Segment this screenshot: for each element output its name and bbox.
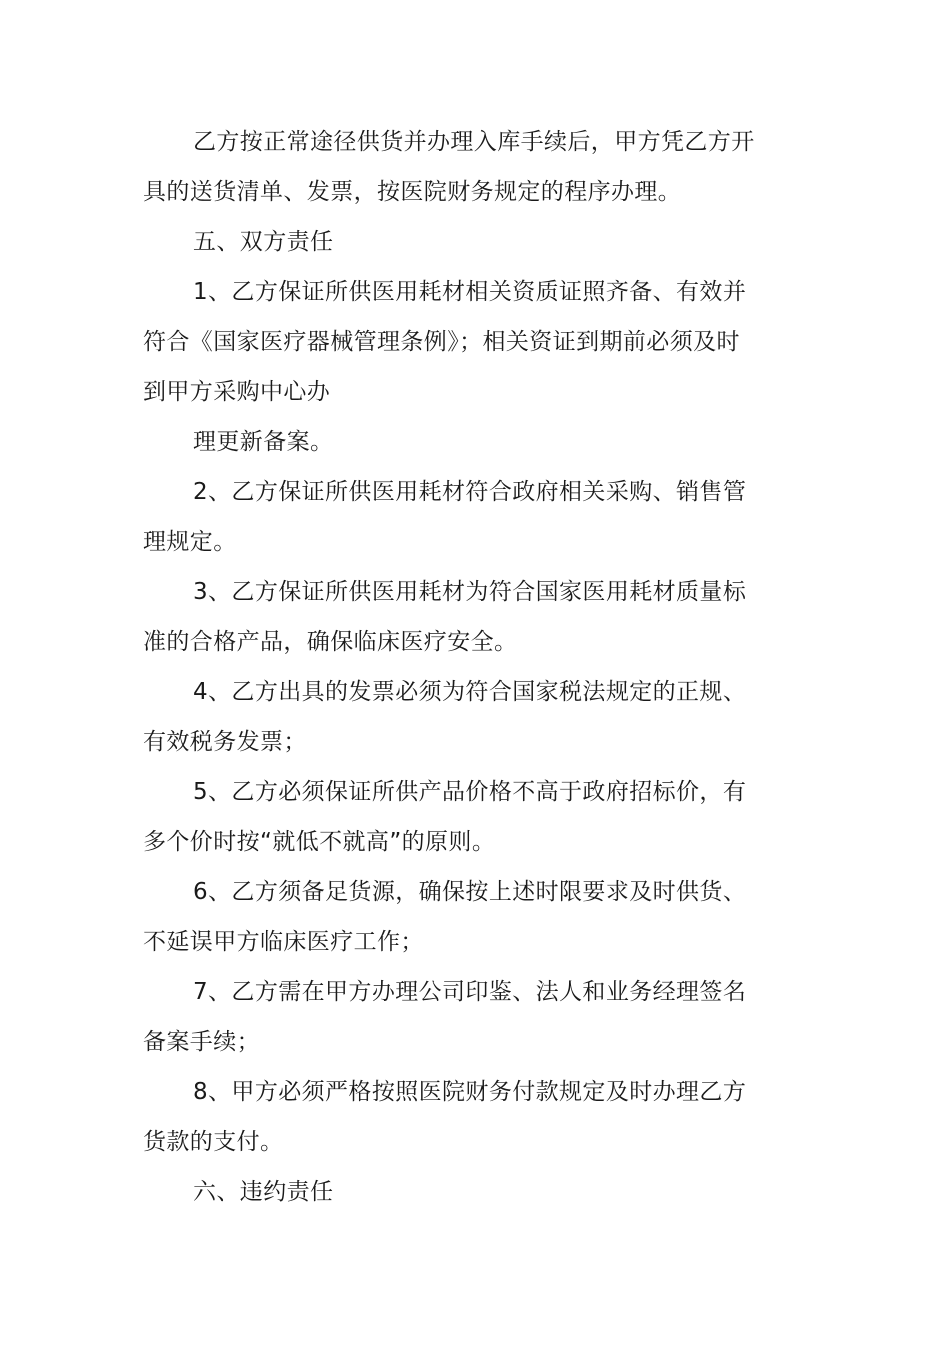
paragraph-line: 乙方按正常途径供货并办理入库手续后，甲方凭乙方开	[193, 129, 755, 155]
paragraph-line: 备案手续；	[143, 1029, 260, 1055]
paragraph-line: 3、乙方保证所供医用耗材为符合国家医用耗材质量标	[193, 579, 747, 605]
paragraph-line: 符合《国家医疗器械管理条例》；相关资证到期前必须及时	[143, 329, 740, 355]
paragraph-line: 准的合格产品，确保临床医疗安全。	[143, 629, 518, 655]
paragraph-line: 5、乙方必须保证所供产品价格不高于政府招标价，有	[193, 779, 747, 805]
paragraph-line: 8、甲方必须严格按照医院财务付款规定及时办理乙方	[193, 1079, 747, 1105]
paragraph-line: 6、乙方须备足货源，确保按上述时限要求及时供货、	[193, 879, 747, 905]
paragraph-line: 具的送货清单、发票，按医院财务规定的程序办理。	[143, 179, 682, 205]
paragraph-line: 1、乙方保证所供医用耗材相关资质证照齐备、有效并	[193, 279, 747, 305]
paragraph-line: 到甲方采购中心办	[143, 379, 331, 405]
paragraph-line: 理规定。	[143, 529, 237, 555]
section-heading: 五、双方责任	[193, 229, 334, 255]
paragraph-line: 7、乙方需在甲方办理公司印鉴、法人和业务经理签名	[193, 979, 747, 1005]
section-heading: 六、违约责任	[193, 1179, 334, 1205]
paragraph-line: 不延误甲方临床医疗工作；	[143, 929, 424, 955]
paragraph-line: 4、乙方出具的发票必须为符合国家税法规定的正规、	[193, 679, 747, 705]
paragraph-line: 2、乙方保证所供医用耗材符合政府相关采购、销售管	[193, 479, 747, 505]
paragraph-line: 理更新备案。	[193, 429, 334, 455]
paragraph-line: 有效税务发票；	[143, 729, 307, 755]
paragraph-line: 货款的支付。	[143, 1129, 284, 1155]
paragraph-line: 多个价时按“就低不就高”的原则。	[143, 829, 496, 855]
